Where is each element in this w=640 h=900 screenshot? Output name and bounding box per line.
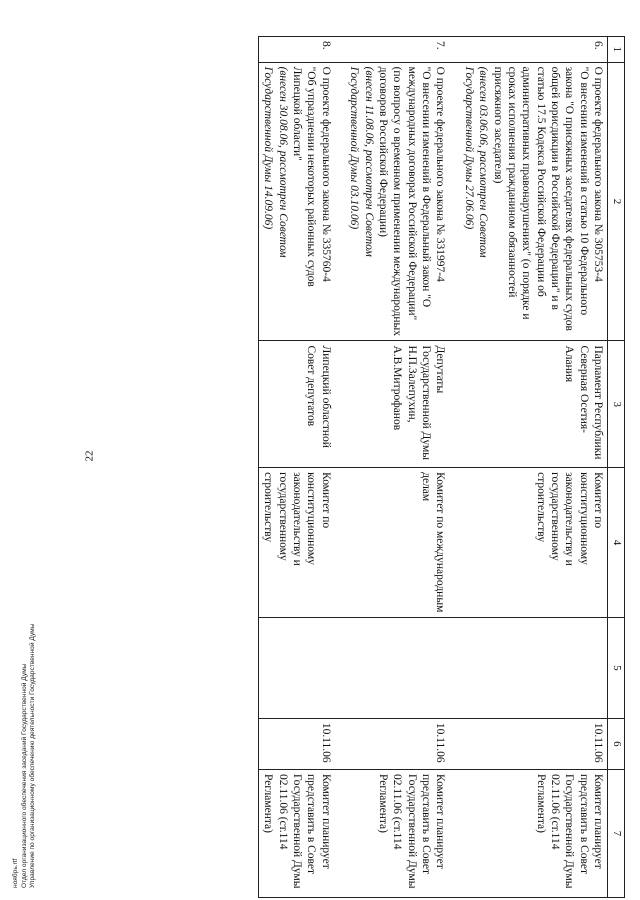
bill-note: (внесен 11.08.06, рассмотрен Советом Государственной Думы 03.10.06) — [348, 66, 375, 257]
page-number: 22 — [83, 450, 96, 462]
initiator: Липецкий областной Совет депутатов — [259, 341, 335, 468]
initiator: Депутаты Государственной Думы Н.П.Залепухин, А.В.Митрофанов — [345, 341, 450, 468]
column-header: 3 — [608, 341, 625, 468]
bill-body: "Об упразднении некоторых районных судов Липецкой области" — [291, 66, 318, 287]
status: Комитет планирует представить в Совет Государственной Думы 02.11.06 (ст.114 Регламента) — [345, 770, 450, 898]
bill-note: (внесен 03.06.06, рассмотрен Советом Государственной Думы 27.06.06) — [462, 66, 490, 258]
status: Комитет планирует представить в Совет Государственной Думы 02.11.06 (ст.114 Регламента) — [460, 770, 608, 898]
table-row — [345, 37, 450, 898]
bill-title: О проекте федерального закона № 331997-4 — [434, 66, 447, 282]
footer-filename: ноябрь.rtf — [12, 858, 19, 888]
committee: Комитет по международным делам — [345, 468, 450, 618]
row-number: 8. — [259, 37, 335, 63]
status: Комитет планирует представить в Совет Государственной Думы 02.11.06 (ст.114 Регламента) — [259, 770, 335, 898]
column-5-cell — [345, 617, 450, 718]
column-5-cell — [460, 617, 608, 718]
row-number: 6. — [460, 37, 608, 63]
committee: Комитет по конституционному законодательству и государственному строительству — [460, 468, 608, 618]
footer-department: Отдел организационного обеспечения заседаний Государственной Думы — [20, 663, 28, 888]
table-header-row — [608, 37, 625, 898]
table-row — [460, 37, 608, 898]
row-number: 7. — [345, 37, 450, 63]
column-header: 7 — [608, 770, 625, 898]
bill-description — [460, 62, 608, 341]
bill-description — [259, 62, 335, 341]
table-row — [259, 37, 335, 898]
column-header: 2 — [608, 62, 625, 341]
date: 10.11.06 — [460, 718, 608, 769]
initiator: Парламент Республики Северная Осетия-Алания — [460, 341, 608, 468]
bill-title: О проекте федерального закона № 305753-4 — [592, 66, 605, 282]
column-header: 6 — [608, 718, 625, 769]
footer-directorate: Управление по организационному обеспечению деятельности Государственной Думы — [29, 623, 37, 888]
date: 10.11.06 — [259, 718, 335, 769]
bill-body: "О внесении изменений в Федеральный закон "О международных договорах Российской Федерации" (по вопросу о временном применении международных договоров Российской Федерации) — [377, 66, 433, 336]
agenda-table — [258, 36, 625, 898]
column-header: 5 — [608, 617, 625, 718]
agenda-table-container — [35, 36, 625, 898]
committee: Комитет по конституционному законодательству и государственному строительству — [259, 468, 335, 618]
bill-description — [345, 62, 450, 341]
bill-title: О проекте федерального закона № 335760-4 — [319, 66, 332, 282]
column-5-cell — [259, 617, 335, 718]
date: 10.11.06 — [345, 718, 450, 769]
column-header: 4 — [608, 468, 625, 618]
column-header: 1 — [608, 37, 625, 63]
document-footer — [12, 388, 38, 888]
bill-note: (внесен 30.08.06, рассмотрен Советом Государственной Думы 14.09.06) — [262, 66, 289, 258]
bill-body: "О внесении изменений в статью 10 Федерального закона "О присяжных заседателях федеральных судов общей юрисдикции в Российской Федерации" и в статью 17.5 Кодекса Российской Федерации об административных правонарушениях" (о порядке и сроках исполнения гражданином обязанностей присяжного заседателя) — [491, 66, 590, 331]
